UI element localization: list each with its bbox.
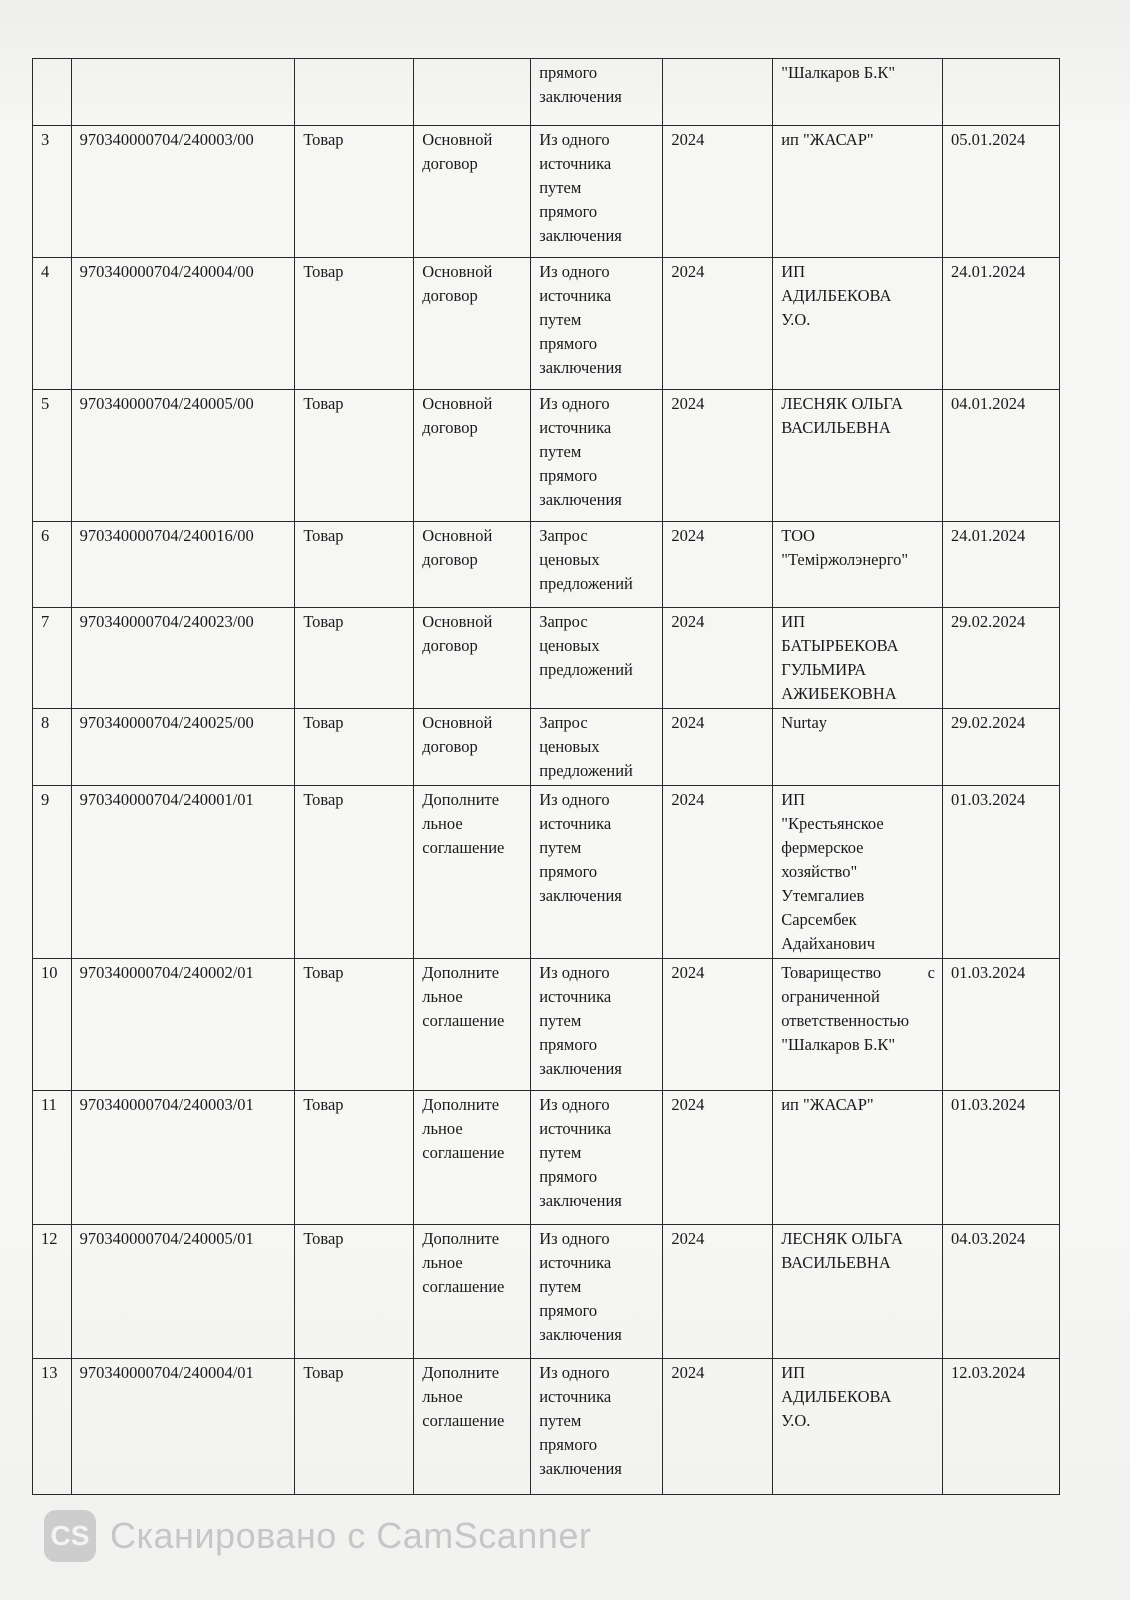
- cell-contract-id: 970340000704/240025/00: [71, 709, 295, 786]
- cell-year: 2024: [663, 126, 773, 258]
- cell-row-number: 3: [33, 126, 72, 258]
- cell-contract-id: 970340000704/240005/00: [71, 390, 295, 522]
- cell-contract-id: 970340000704/240016/00: [71, 522, 295, 608]
- cell-contract-date: 01.03.2024: [943, 786, 1060, 959]
- cell-procurement-method: Из одного источника путем прямого заключения: [531, 1359, 663, 1495]
- cell-procurement-method: Запрос ценовых предложений: [531, 608, 663, 709]
- cell-subject-type: Товар: [295, 608, 414, 709]
- cell-contract-date: 24.01.2024: [943, 258, 1060, 390]
- cell-contract-date: 04.03.2024: [943, 1225, 1060, 1359]
- cell-procurement-method: Запрос ценовых предложений: [531, 522, 663, 608]
- cell-procurement-method: Запрос ценовых предложений: [531, 709, 663, 786]
- cell-row-number: 11: [33, 1091, 72, 1225]
- cell-year: 2024: [663, 786, 773, 959]
- cell-row-number: 4: [33, 258, 72, 390]
- cell-contract-type: Дополните льное соглашение: [414, 959, 531, 1091]
- cell-row-number: 13: [33, 1359, 72, 1495]
- cell-year: 2024: [663, 1091, 773, 1225]
- cell-contract-date: 05.01.2024: [943, 126, 1060, 258]
- cell-year: 2024: [663, 608, 773, 709]
- cell-contract-id: 970340000704/240001/01: [71, 786, 295, 959]
- cell-subject-type: Товар: [295, 390, 414, 522]
- cell-contract-type: Основной договор: [414, 709, 531, 786]
- cell-contract-id: 970340000704/240023/00: [71, 608, 295, 709]
- camscanner-watermark: [44, 1510, 591, 1562]
- cell-supplier: "Шалкаров Б.К": [773, 59, 943, 126]
- camscanner-logo-icon: CS: [44, 1510, 96, 1562]
- cell-subject-type: [295, 59, 414, 126]
- table-row: [33, 1225, 1060, 1359]
- table-row: [33, 59, 1060, 126]
- cell-contract-id: 970340000704/240003/01: [71, 1091, 295, 1225]
- cell-subject-type: Товар: [295, 786, 414, 959]
- cell-subject-type: Товар: [295, 709, 414, 786]
- cell-year: 2024: [663, 1359, 773, 1495]
- table-row: [33, 1359, 1060, 1495]
- cell-procurement-method: Из одного источника путем прямого заключения: [531, 258, 663, 390]
- cell-contract-id: 970340000704/240004/00: [71, 258, 295, 390]
- cell-subject-type: Товар: [295, 959, 414, 1091]
- table-row: [33, 959, 1060, 1091]
- cell-supplier: ИП АДИЛБЕКОВА У.О.: [773, 258, 943, 390]
- cell-contract-type: Дополните льное соглашение: [414, 1359, 531, 1495]
- table-row: [33, 390, 1060, 522]
- cell-procurement-method: Из одного источника путем прямого заключения: [531, 1091, 663, 1225]
- table-body: [33, 59, 1060, 1495]
- table-row: [33, 126, 1060, 258]
- cell-row-number: 5: [33, 390, 72, 522]
- cell-year: 2024: [663, 522, 773, 608]
- watermark-text: Сканировано с CamScanner: [110, 1515, 592, 1556]
- table-row: [33, 786, 1060, 959]
- cell-row-number: 8: [33, 709, 72, 786]
- cell-contract-id: 970340000704/240002/01: [71, 959, 295, 1091]
- cell-subject-type: Товар: [295, 258, 414, 390]
- cell-contract-date: 04.01.2024: [943, 390, 1060, 522]
- cell-supplier: ИП "Крестьянское фермерское хозяйство" Утемгалиев Сарсембек Адайханович: [773, 786, 943, 959]
- table-row: [33, 709, 1060, 786]
- cell-contract-type: Дополните льное соглашение: [414, 1091, 531, 1225]
- table-row: [33, 258, 1060, 390]
- cell-row-number: [33, 59, 72, 126]
- cell-contract-date: [943, 59, 1060, 126]
- cell-contract-type: Основной договор: [414, 390, 531, 522]
- cell-contract-type: Дополните льное соглашение: [414, 786, 531, 959]
- cell-procurement-method: Из одного источника путем прямого заключения: [531, 959, 663, 1091]
- cell-year: 2024: [663, 258, 773, 390]
- cell-supplier: ТОО "Теміржолэнерго": [773, 522, 943, 608]
- cell-contract-type: Основной договор: [414, 258, 531, 390]
- cell-contract-date: 29.02.2024: [943, 608, 1060, 709]
- cell-subject-type: Товар: [295, 1091, 414, 1225]
- cell-procurement-method: Из одного источника путем прямого заключения: [531, 390, 663, 522]
- cell-supplier: Товарищество с ограниченной ответственностью "Шалкаров Б.К": [773, 959, 943, 1091]
- cell-contract-type: Основной договор: [414, 608, 531, 709]
- cell-procurement-method: Из одного источника путем прямого заключения: [531, 1225, 663, 1359]
- cell-supplier: ИП АДИЛБЕКОВА У.О.: [773, 1359, 943, 1495]
- table-row: [33, 608, 1060, 709]
- cell-contract-id: 970340000704/240003/00: [71, 126, 295, 258]
- cell-contract-type: [414, 59, 531, 126]
- cell-contract-type: Основной договор: [414, 126, 531, 258]
- cell-supplier: ип "ЖАСАР": [773, 126, 943, 258]
- contracts-table: [32, 58, 1060, 1495]
- cell-year: 2024: [663, 390, 773, 522]
- cell-subject-type: Товар: [295, 126, 414, 258]
- cell-contract-date: 29.02.2024: [943, 709, 1060, 786]
- cell-row-number: 6: [33, 522, 72, 608]
- cell-contract-date: 01.03.2024: [943, 959, 1060, 1091]
- cell-year: 2024: [663, 1225, 773, 1359]
- cell-row-number: 9: [33, 786, 72, 959]
- cell-supplier: ЛЕСНЯК ОЛЬГА ВАСИЛЬЕВНА: [773, 390, 943, 522]
- cell-row-number: 10: [33, 959, 72, 1091]
- cell-subject-type: Товар: [295, 1225, 414, 1359]
- cell-supplier: ип "ЖАСАР": [773, 1091, 943, 1225]
- cell-row-number: 7: [33, 608, 72, 709]
- table-row: [33, 1091, 1060, 1225]
- cell-year: 2024: [663, 959, 773, 1091]
- cell-supplier: ИП БАТЫРБЕКОВА ГУЛЬМИРА АЖИБЕКОВНА: [773, 608, 943, 709]
- cell-contract-type: Дополните льное соглашение: [414, 1225, 531, 1359]
- cell-procurement-method: Из одного источника путем прямого заключения: [531, 126, 663, 258]
- cell-year: 2024: [663, 709, 773, 786]
- table-row: [33, 522, 1060, 608]
- cell-row-number: 12: [33, 1225, 72, 1359]
- cell-supplier: ЛЕСНЯК ОЛЬГА ВАСИЛЬЕВНА: [773, 1225, 943, 1359]
- cell-contract-type: Основной договор: [414, 522, 531, 608]
- cell-procurement-method: Из одного источника путем прямого заключения: [531, 786, 663, 959]
- cell-contract-id: 970340000704/240004/01: [71, 1359, 295, 1495]
- cell-contract-date: 24.01.2024: [943, 522, 1060, 608]
- cell-contract-date: 12.03.2024: [943, 1359, 1060, 1495]
- cell-contract-id: 970340000704/240005/01: [71, 1225, 295, 1359]
- cell-subject-type: Товар: [295, 1359, 414, 1495]
- cell-year: [663, 59, 773, 126]
- cell-supplier: Nurtay: [773, 709, 943, 786]
- cell-subject-type: Товар: [295, 522, 414, 608]
- cell-contract-id: [71, 59, 295, 126]
- cell-procurement-method: прямого заключения: [531, 59, 663, 126]
- cell-contract-date: 01.03.2024: [943, 1091, 1060, 1225]
